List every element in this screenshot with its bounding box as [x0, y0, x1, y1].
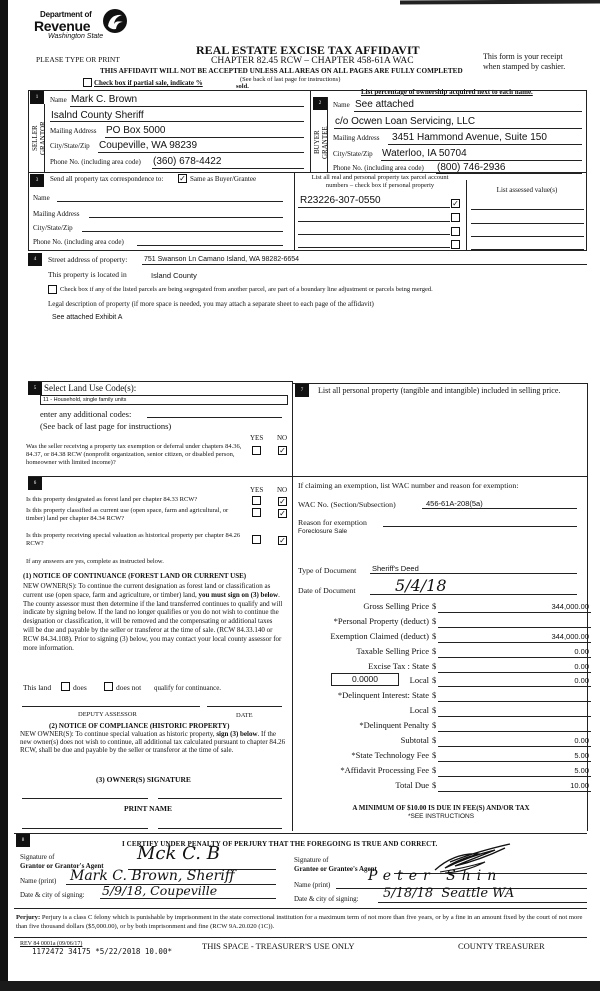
- taxable-selling-price-value[interactable]: 0.00: [574, 647, 589, 656]
- seller-name2-field[interactable]: Isalnd County Sheriff: [51, 110, 144, 121]
- current-use-question: Is this property classified as current use (open space, farm and agricultural, or timber) land per chapter 84.34 RCW?: [26, 507, 229, 522]
- buyer-name2-field[interactable]: c/o Ocwen Loan Servicing, LLC: [335, 116, 476, 127]
- section-1-badge: 1: [30, 91, 44, 104]
- taxable-selling-price-row: Taxable Selling Price $ 0.00: [356, 646, 589, 656]
- grantee-date-label: Date & city of signing:: [294, 895, 359, 903]
- owner-signature-2[interactable]: [158, 798, 282, 799]
- street-address-field[interactable]: 751 Swanson Ln Camano Island, WA 98282-6654: [144, 256, 300, 263]
- additional-codes-field[interactable]: [147, 417, 282, 418]
- owner-signature-1[interactable]: [22, 798, 148, 799]
- print-name-label: PRINT NAME: [124, 804, 172, 813]
- does-label: does: [73, 683, 87, 692]
- historic-question: Is this property receiving special valuation as historical property per chapter 84.26 RCW?: [26, 532, 241, 547]
- forest-land-question: Is this property designated as forest land per chapter 84.33 RCW?: [26, 496, 198, 503]
- state-technology-fee-value[interactable]: 5.00: [574, 751, 589, 760]
- legal-description-field[interactable]: See attached Exhibit A: [52, 314, 123, 321]
- personal-property-label: List all personal property (tangible and intangible) included in selling price.: [318, 386, 561, 395]
- doc-date-label: Date of Document: [298, 586, 356, 595]
- exemption-yes-checkbox[interactable]: [252, 446, 261, 455]
- wac-field[interactable]: 456-61A-208(5a): [426, 499, 483, 508]
- no-header: NO: [277, 434, 288, 442]
- does-not-qualify-checkbox[interactable]: [104, 682, 113, 691]
- perjury-statement: Perjury: Perjury is a class C felony which is punishable by imprisonment in the state correctional institution for a maximum term of not more than five years, or by a fine in an amount fixed by the court of not more than five thousand dollars ($5,000.00), or by both imprisonment and fine (RCW 9A.20.020 (1C)).: [16, 914, 583, 930]
- forest-no-checkbox[interactable]: ✓: [279, 497, 286, 506]
- corr-name-field[interactable]: [57, 201, 283, 202]
- scan-edge-top: [400, 0, 600, 5]
- exemption-question: Was the seller receiving a property tax exemption or deferral under chapters 84.36, 84.37, or 84.38 RCW (nonprofit organization, senior citizen, or disabled person, homeowner with limited income)?: [26, 443, 242, 466]
- owner-signature-label: (3) OWNER(S) SIGNATURE: [96, 775, 191, 784]
- revision-number: REV 84 0001a (09/06/17): [20, 941, 83, 947]
- form-warning: THIS AFFIDAVIT WILL NOT BE ACCEPTED UNLESS ALL AREAS ON ALL PAGES ARE FULLY COMPLETED: [100, 67, 463, 75]
- doc-date-field[interactable]: 5/4/18: [395, 576, 447, 595]
- deputy-assessor-signature[interactable]: [22, 706, 200, 707]
- historic-yes-checkbox[interactable]: [252, 535, 261, 544]
- buyer-phone-field[interactable]: (800) 746-2936: [437, 162, 506, 173]
- assessed-value-1[interactable]: [471, 209, 584, 210]
- partial-sold: sold.: [236, 83, 249, 90]
- seller-phone-label: Phone No. (including area code): [50, 158, 141, 166]
- parcel-number-4[interactable]: [298, 247, 450, 248]
- current-use-no-checkbox[interactable]: ✓: [279, 509, 286, 518]
- buyer-mailing-field[interactable]: 3451 Hammond Avenue, Suite 150: [392, 132, 547, 143]
- does-qualify-checkbox[interactable]: [61, 682, 70, 691]
- logo-line3: Washington State: [48, 33, 104, 40]
- exemption-claimed-value[interactable]: 344,000.00: [551, 632, 589, 641]
- land-use-label: Select Land Use Code(s):: [44, 383, 137, 393]
- please-type: PLEASE TYPE OR PRINT: [36, 55, 120, 64]
- buyer-phone-label: Phone No. (including area code): [333, 164, 424, 172]
- delinquent-interest-state-row: *Delinquent Interest: State $: [296, 690, 591, 703]
- print-name-1[interactable]: [22, 828, 148, 829]
- notice-continuance-text: NEW OWNER(S): To continue the current designation as forest land or classification as current use (open space, farm and agriculture, or timber) land, you must sign on (3) below. The county assessor must then determine if the land transferred continues to qualify and will indicate by signing below. If the land no longer qualifies or you do not wish to continue the designation or classification, it will be removed and the compensating or additional taxes will be due and payable by the seller or transferor at the time of sale. (RCW 84.33.140 or RCW 84.34.108). Prior to signing (3) below, you may contact your local county assessor for more information.: [23, 582, 283, 652]
- treasurer-use-only: THIS SPACE - TREASURER'S USE ONLY: [202, 941, 355, 951]
- land-use-select[interactable]: 11 - Household, single family units: [40, 395, 288, 405]
- parcel-number-3[interactable]: [298, 234, 450, 235]
- grantor-signature[interactable]: Mck C. B: [137, 843, 220, 864]
- corr-city-field[interactable]: [82, 231, 283, 232]
- doc-type-label: Type of Document: [298, 566, 357, 575]
- personal-property-deduct-row: *Personal Property (deduct) $: [296, 616, 591, 629]
- notice-continuance-title: (1) NOTICE OF CONTINUANCE (FOREST LAND OR CURRENT USE): [23, 572, 247, 580]
- section-2-badge: 2: [313, 97, 327, 110]
- same-as-buyer-checkbox[interactable]: ✓: [179, 174, 186, 183]
- doc-type-field[interactable]: Sheriff's Deed: [372, 564, 419, 573]
- buyer-mailing-label: Mailing Address: [333, 134, 380, 142]
- affidavit-processing-fee-row: *Affidavit Processing Fee $ 5.00: [340, 765, 589, 775]
- logo-line1: Department of: [40, 10, 92, 19]
- gross-selling-price-row: Gross Selling Price $ 344,000.00: [363, 601, 589, 611]
- corr-phone-field[interactable]: [137, 245, 283, 246]
- receipt-note-2: when stamped by cashier.: [483, 62, 566, 71]
- assessed-value-4[interactable]: [471, 249, 584, 250]
- parcel-number-1[interactable]: R23226-307-0550: [300, 195, 381, 206]
- does-not-label: does not: [116, 683, 142, 692]
- section-4-badge: 4: [28, 253, 42, 266]
- segregated-checkbox[interactable]: [48, 285, 57, 294]
- scan-edge-left: [0, 0, 8, 991]
- deputy-assessor-label: DEPUTY ASSESSOR: [78, 711, 137, 718]
- excise-local-row: Local $ 0.00: [409, 675, 589, 685]
- seller-name-label: Name: [50, 96, 67, 104]
- yes-header: YES: [250, 434, 264, 442]
- notice-compliance-text: NEW OWNER(S): To continue special valuation as historic property, sign (3) below. If the new owner(s) does not wish to continue, all additional tax calculated pursuant to chapter 84.26 RCW, shall be due and payable by the seller or transferor at the time of sale.: [20, 730, 286, 754]
- certify-statement: I CERTIFY UNDER PENALTY OF PERJURY THAT THE FOREGOING IS TRUE AND CORRECT.: [122, 840, 438, 848]
- ownership-note: List percentage of ownership acquired next to each name.: [361, 88, 533, 96]
- affidavit-processing-fee-value[interactable]: 5.00: [574, 766, 589, 775]
- section-8-badge: 8: [16, 834, 30, 847]
- grantor-name-field[interactable]: Mark C. Brown, Sheriff: [70, 868, 235, 884]
- exemption-no-checkbox[interactable]: ✓: [279, 446, 286, 455]
- seller-mailing-field[interactable]: PO Box 5000: [106, 125, 166, 136]
- exemption-claimed-row: Exemption Claimed (deduct) $ 344,000.00: [330, 631, 589, 641]
- local-rate-field[interactable]: 0.0000: [331, 673, 399, 686]
- receipt-note-1: This form is your receipt: [483, 52, 563, 61]
- form-title: REAL ESTATE EXCISE TAX AFFIDAVIT: [196, 43, 420, 57]
- no-header-6: NO: [277, 486, 288, 494]
- buyer-city-label: City/State/Zip: [333, 150, 373, 158]
- corr-name-label: Name: [33, 194, 50, 202]
- located-in-label: This property is located in: [48, 270, 127, 279]
- grantor-name-label: Name (print): [20, 877, 57, 885]
- see-back-instructions: (See back of last page for instructions): [240, 76, 341, 83]
- assessed-value-2[interactable]: [471, 223, 584, 224]
- buyer-city-field[interactable]: Waterloo, IA 50704: [382, 148, 467, 159]
- current-use-yes-checkbox[interactable]: [252, 508, 261, 517]
- form-subtitle: CHAPTER 82.45 RCW – CHAPTER 458-61A WAC: [211, 56, 414, 66]
- print-name-2[interactable]: [158, 828, 282, 829]
- deputy-assessor-date[interactable]: [207, 706, 282, 707]
- partial-sale-label: Check box if partial sale, indicate %: [94, 79, 203, 87]
- yes-header-6: YES: [250, 486, 264, 494]
- reason-field[interactable]: Foreclosure Sale: [298, 528, 348, 535]
- qualify-label: qualify for continuance.: [154, 684, 222, 692]
- notice-compliance-title: (2) NOTICE OF COMPLIANCE (HISTORIC PROPERTY): [49, 722, 230, 730]
- parcel-1-personal-checkbox[interactable]: ✓: [452, 199, 459, 208]
- seller-city-label: City/State/Zip: [50, 142, 90, 150]
- grantee-sig-label-1: Signature of: [294, 856, 329, 864]
- section-3-badge: 3: [30, 174, 44, 187]
- excise-state-value[interactable]: 0.00: [574, 662, 589, 671]
- logo-line2: Revenue: [34, 18, 91, 34]
- forest-yes-checkbox[interactable]: [252, 496, 261, 505]
- dor-logo: [34, 8, 138, 44]
- section-6-badge: 6: [28, 477, 42, 490]
- delinquent-interest-local-row: Local $: [296, 705, 591, 718]
- additional-codes-label: enter any additional codes:: [40, 409, 132, 419]
- grantor-sig-label-1: Signature of: [20, 853, 55, 861]
- excise-state-row: Excise Tax : State $ 0.00: [368, 661, 589, 671]
- partial-sale-checkbox[interactable]: [83, 78, 92, 87]
- parcel-header: List all real and personal property tax parcel account numbers – check box if personal property: [311, 174, 449, 189]
- exemption-claim-label: If claiming an exemption, list WAC number and reason for exemption:: [298, 481, 519, 490]
- corr-mailing-field[interactable]: [89, 217, 283, 218]
- assessed-header: List assessed value(s): [496, 186, 558, 194]
- minimum-due-note: A MINIMUM OF $10.00 IS DUE IN FEE(S) AND/OR TAX: [352, 804, 530, 812]
- date-label: DATE: [236, 712, 253, 719]
- gross-selling-price-value[interactable]: 344,000.00: [551, 602, 589, 611]
- seller-name-field[interactable]: Mark C. Brown: [71, 94, 138, 105]
- parcel-3-personal-checkbox[interactable]: [451, 227, 460, 236]
- buyer-label: BUYER GRANTEE: [313, 126, 329, 159]
- grantee-sig-label-2: Grantee or Grantee's Agent: [294, 865, 377, 873]
- buyer-name-field[interactable]: See attached: [355, 99, 414, 110]
- total-due-value[interactable]: 10.00: [570, 781, 589, 790]
- grantor-sig-label-2: Grantor or Grantor's Agent: [20, 862, 104, 870]
- grantee-date-field[interactable]: 5/18/18 Seattle WA: [383, 886, 515, 901]
- subtotal-row: Subtotal $ 0.00: [400, 735, 589, 745]
- subtotal-value[interactable]: 0.00: [574, 736, 589, 745]
- segregated-label: Check box if any of the listed parcels are being segregated from another parcel, are part of a boundary line adjustment or parcels being merged.: [60, 286, 433, 293]
- grantee-name-field[interactable]: Peter Shin: [368, 868, 503, 884]
- buyer-name-label: Name: [333, 101, 350, 109]
- corr-phone-label: Phone No. (including area code): [33, 238, 124, 246]
- state-technology-fee-row: *State Technology Fee $ 5.00: [351, 750, 589, 760]
- land-use-instructions: (See back of last page for instructions): [40, 421, 172, 431]
- grantor-date-field[interactable]: 5/9/18, Coupeville: [102, 883, 218, 898]
- county-field[interactable]: Island County: [151, 271, 197, 280]
- street-address-label: Street address of property:: [48, 255, 128, 264]
- same-as-buyer-label: Same as Buyer/Grantee: [190, 175, 257, 183]
- parcel-number-2[interactable]: [298, 221, 450, 222]
- parcel-2-personal-checkbox[interactable]: [451, 213, 460, 222]
- scan-edge-bottom: [0, 981, 600, 991]
- if-yes-instruction: If any answers are yes, complete as instructed below.: [26, 558, 164, 565]
- wac-label: WAC No. (Section/Subsection): [298, 500, 396, 509]
- seller-label: SELLER GRANTOR: [31, 121, 47, 155]
- section-5-badge: 5: [28, 382, 42, 395]
- reason-label: Reason for exemption: [298, 518, 367, 527]
- delinquent-penalty-row: *Delinquent Penalty $: [296, 720, 591, 733]
- grantee-name-label: Name (print): [294, 881, 331, 889]
- grantor-date-label: Date & city of signing:: [20, 891, 85, 899]
- dor-swoosh-icon: [102, 8, 128, 34]
- receipt-stamp: 1172472 34175 *5/22/2018 10.00*: [32, 947, 172, 956]
- corr-mailing-label: Mailing Address: [33, 210, 80, 218]
- parcel-4-personal-checkbox[interactable]: [451, 240, 460, 249]
- corr-city-label: City/State/Zip: [33, 224, 73, 232]
- total-due-row: Total Due $ 10.00: [395, 780, 589, 790]
- legal-description-label: Legal description of property (if more space is needed, you may attach a separate sheet to each page of the affidavit): [48, 300, 374, 308]
- historic-no-checkbox[interactable]: ✓: [279, 536, 286, 545]
- see-instructions-note: *SEE INSTRUCTIONS: [407, 813, 475, 820]
- correspondence-label: Send all property tax correspondence to:: [50, 175, 164, 183]
- this-land-label: This land: [23, 683, 52, 692]
- seller-phone-field[interactable]: (360) 678-4422: [153, 156, 222, 167]
- section-7-badge: 7: [295, 384, 309, 397]
- excise-local-value[interactable]: 0.00: [574, 676, 589, 685]
- assessed-value-3[interactable]: [471, 236, 584, 237]
- seller-city-field[interactable]: Coupeville, WA 98239: [99, 140, 198, 151]
- seller-mailing-label: Mailing Address: [50, 127, 97, 135]
- county-treasurer-label: COUNTY TREASURER: [458, 941, 545, 951]
